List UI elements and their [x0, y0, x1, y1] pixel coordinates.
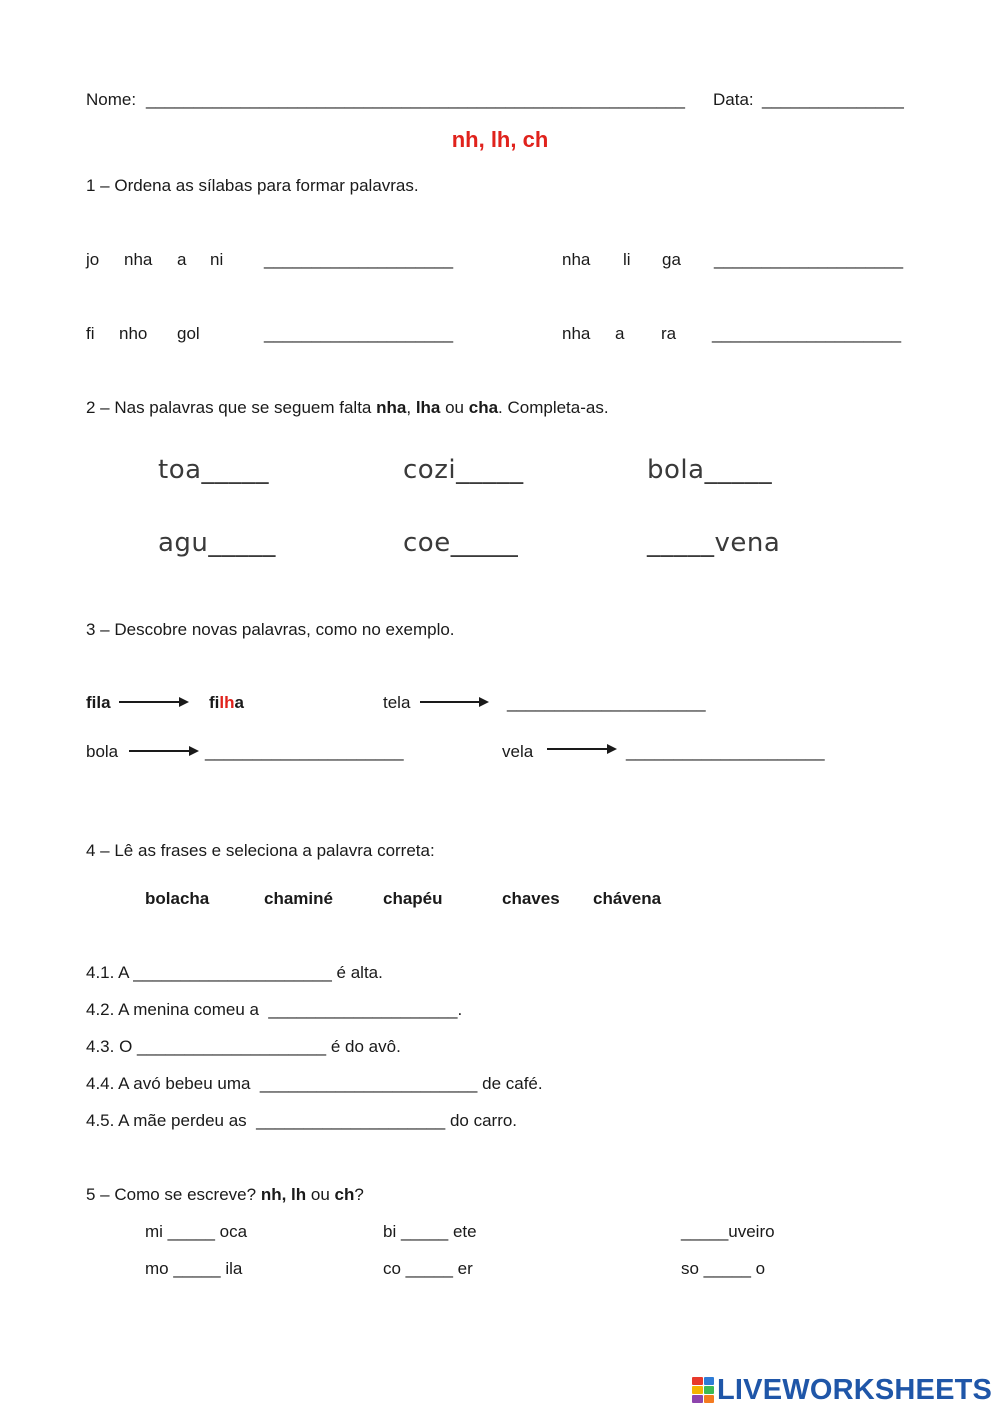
answer-field[interactable]: ____________________ — [714, 250, 904, 269]
sentence-text: 4.3. O — [86, 1037, 138, 1056]
answer-field[interactable]: _____________________ — [507, 693, 706, 712]
answer-field[interactable]: _____________________ — [626, 742, 825, 761]
logo-tile — [692, 1377, 703, 1385]
word-bank-bolacha: bolacha — [145, 889, 210, 908]
logo-tile — [692, 1386, 703, 1394]
name-field[interactable]: _________________________________________________________ — [146, 90, 685, 109]
q3-word-tela: tela — [383, 693, 411, 712]
option-ch: ch — [334, 1185, 355, 1204]
q4-sentence-5 — [86, 1112, 517, 1129]
word-bank-chavena: chávena — [593, 889, 662, 908]
page-title: nh, lh, ch — [451, 127, 549, 152]
sentence-text: é do avô. — [326, 1037, 401, 1056]
q4-sentence-1 — [86, 964, 383, 981]
syllable: nha — [562, 250, 591, 269]
arrow-icon — [547, 744, 617, 754]
example-answer — [209, 694, 244, 711]
syllable: fi — [86, 324, 95, 343]
option-cha: cha — [468, 398, 499, 417]
q5-item-6[interactable]: so _____ o — [681, 1259, 766, 1278]
liveworksheets-logo — [692, 1373, 993, 1406]
logo-tile — [704, 1395, 715, 1403]
q2-word-bola[interactable]: bola_____ — [647, 455, 773, 485]
q2-instruction-end: . Completa-as. — [498, 398, 609, 417]
logo-text: LIVEWORKSHEETS — [717, 1373, 993, 1406]
q5-options: nh, lh — [260, 1185, 307, 1204]
date-field[interactable]: _______________ — [762, 90, 904, 109]
syllable: gol — [177, 324, 200, 343]
q3-instruction: 3 – Descobre novas palavras, como no exemplo. — [86, 620, 455, 639]
syllable: ra — [661, 324, 677, 343]
answer-field[interactable]: _____________________ — [133, 963, 332, 982]
sentence-text: de café. — [477, 1074, 543, 1093]
separator: , — [406, 398, 416, 417]
q5-item-2[interactable]: bi _____ ete — [383, 1222, 477, 1241]
syllable: a — [615, 324, 625, 343]
example-word: fila — [86, 693, 111, 712]
syllable: jo — [86, 250, 100, 269]
q5-instruction-end: ? — [354, 1185, 364, 1204]
logo-mark-icon — [692, 1377, 714, 1403]
answer-field[interactable]: ____________________ — [256, 1111, 446, 1130]
q5-item-5[interactable]: co _____ er — [383, 1259, 473, 1278]
syllable: nha — [124, 250, 153, 269]
example-answer-part: a — [234, 693, 244, 712]
logo-tile — [704, 1386, 715, 1394]
q4-instruction: 4 – Lê as frases e seleciona a palavra correta: — [86, 841, 435, 860]
arrow-icon — [129, 746, 199, 756]
arrow-icon — [420, 697, 489, 707]
syllable: ga — [662, 250, 681, 269]
date-label: Data: — [713, 90, 754, 109]
answer-field[interactable]: ____________________ — [268, 1000, 458, 1019]
q3-word-vela: vela — [502, 742, 534, 761]
syllable: a — [177, 250, 187, 269]
q4-sentence-2 — [86, 1001, 462, 1018]
q2-word-agu[interactable]: agu_____ — [158, 528, 276, 558]
q5-instruction-start: 5 – Como se escreve? — [86, 1185, 261, 1204]
q2-word-coe[interactable]: coe_____ — [403, 528, 519, 558]
word-bank-chapeu: chapéu — [383, 889, 443, 908]
answer-field[interactable]: _______________________ — [259, 1074, 478, 1093]
word-bank-chamine: chaminé — [264, 889, 333, 908]
q5-item-1[interactable]: mi _____ oca — [145, 1222, 248, 1241]
q5-item-3[interactable]: _____uveiro — [681, 1222, 775, 1241]
word-bank-chaves: chaves — [502, 889, 560, 908]
sentence-text: 4.1. A — [86, 963, 134, 982]
q3-word-bola: bola — [86, 742, 119, 761]
answer-field[interactable]: _____________________ — [205, 742, 404, 761]
name-label: Nome: — [86, 90, 137, 109]
q2-instruction — [86, 399, 609, 416]
arrow-icon — [119, 697, 189, 707]
q5-instruction — [86, 1186, 364, 1203]
q4-sentence-4 — [86, 1075, 543, 1092]
example-answer-part: fi — [209, 693, 220, 712]
q5-item-4[interactable]: mo _____ ila — [145, 1259, 243, 1278]
example-answer-highlight: lh — [219, 693, 235, 712]
q2-word-cozi[interactable]: cozi_____ — [403, 455, 524, 485]
q2-instruction-start: 2 – Nas palavras que se seguem falta — [86, 398, 377, 417]
sentence-text: 4.2. A menina comeu a — [86, 1000, 269, 1019]
answer-field[interactable]: ____________________ — [264, 324, 454, 343]
option-lha: lha — [415, 398, 441, 417]
syllable: ni — [210, 250, 224, 269]
sentence-text: do carro. — [445, 1111, 518, 1130]
separator: ou — [306, 1185, 335, 1204]
answer-field[interactable]: ____________________ — [712, 324, 902, 343]
sentence-text: 4.4. A avó bebeu uma — [86, 1074, 260, 1093]
option-nha: nha — [376, 398, 407, 417]
q2-word-toa[interactable]: toa_____ — [158, 455, 270, 485]
sentence-text: . — [457, 1000, 463, 1019]
syllable: nha — [562, 324, 591, 343]
logo-tile — [704, 1377, 715, 1385]
q2-word-vena[interactable]: _____vena — [647, 528, 781, 558]
syllable: nho — [119, 324, 148, 343]
sentence-text: é alta. — [331, 963, 383, 982]
logo-tile — [692, 1395, 703, 1403]
answer-field[interactable]: ____________________ — [264, 250, 454, 269]
answer-field[interactable]: ____________________ — [137, 1037, 327, 1056]
sentence-text: 4.5. A mãe perdeu as — [86, 1111, 257, 1130]
syllable: li — [623, 250, 631, 269]
q1-instruction: 1 – Ordena as sílabas para formar palavras. — [86, 176, 419, 195]
q4-sentence-3 — [86, 1038, 401, 1055]
separator: ou — [440, 398, 469, 417]
